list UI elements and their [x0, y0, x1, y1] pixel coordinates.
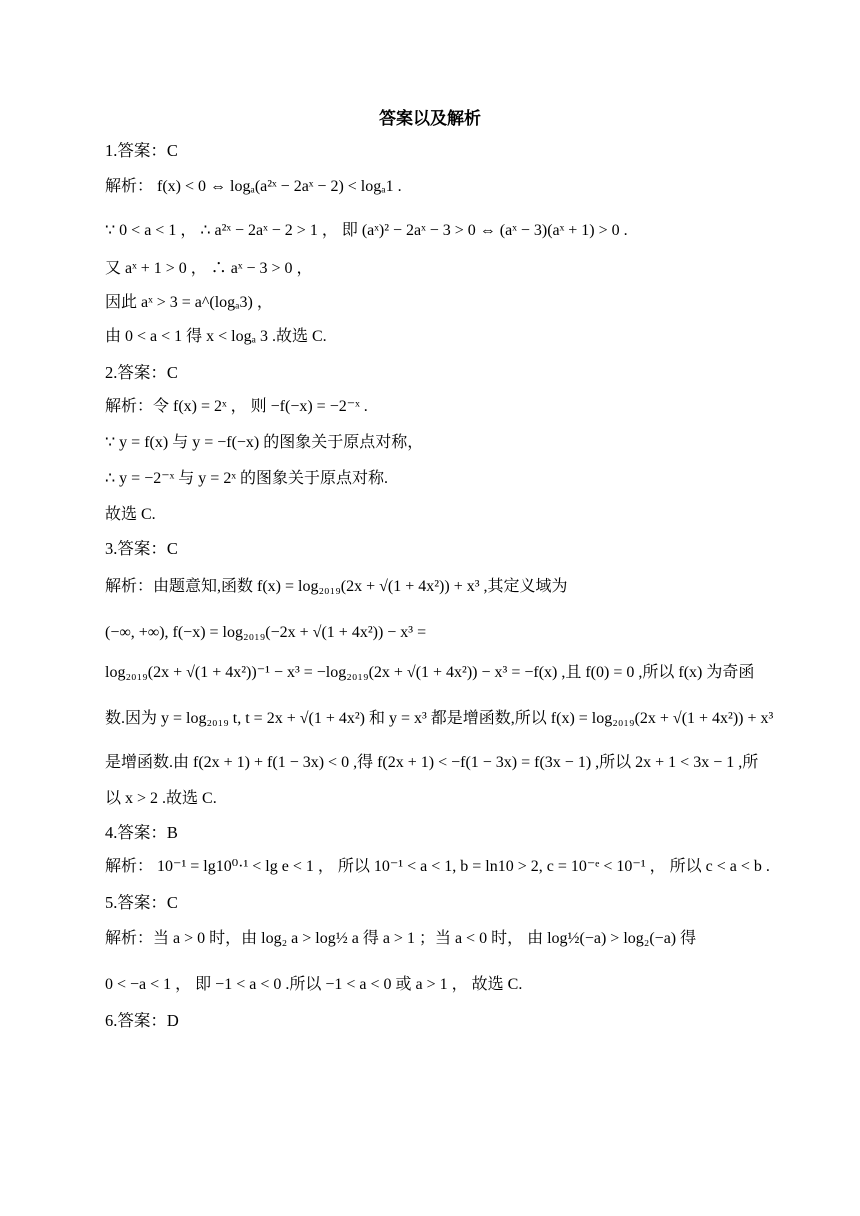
explanation-line: 又 aˣ + 1 > 0 ， ∴ aˣ − 3 > 0 ， — [105, 260, 313, 277]
explanation-line: 解析：由题意知,函数 f(x) = log₂₀₁₉(2x + √(1 + 4x²)) + x³ ,其定义域为 — [105, 578, 568, 595]
explanation-line: ∵ y = f(x) 与 y = −f(−x) 的图象关于原点对称， — [105, 434, 424, 451]
explanation-line: 解析： 10⁻¹ = lg10⁰·¹ < lg e < 1 ， 所以 10⁻¹ < a < 1, b = ln10 > 2, c = 10⁻ᵉ < 10⁻¹ ， 所以 c < a < b . — [105, 858, 770, 875]
explanation-line: 数.因为 y = log₂₀₁₉ t, t = 2x + √(1 + 4x²) 和 y = x³ 都是增函数,所以 f(x) = log₂₀₁₉(2x + √(1 + 4x²)) + x³ — [105, 710, 774, 727]
explanation-line: (−∞, +∞), f(−x) = log₂₀₁₉(−2x + √(1 + 4x²)) − x³ = — [105, 624, 427, 641]
answer-1: 1.答案：C — [105, 141, 178, 160]
explanation-line: 由 0 < a < 1 得 x < logₐ 3 .故选 C. — [105, 328, 327, 345]
answer-3: 3.答案：C — [105, 539, 178, 558]
explanation-line: 0 < −a < 1 ， 即 −1 < a < 0 .所以 −1 < a < 0 或 a > 1 ， 故选 C. — [105, 976, 523, 993]
explanation-line: 解析：当 a > 0 时，由 log₂ a > log½ a 得 a > 1 ；当 a < 0 时， 由 log½(−a) > log₂(−a) 得 — [105, 930, 697, 947]
answer-4: 4.答案：B — [105, 823, 178, 842]
explanation-line: 故选 C. — [105, 506, 156, 523]
explanation-line: 因此 aˣ > 3 = a^(logₐ3) ， — [105, 294, 273, 311]
explanation-line: 解析：令 f(x) = 2ˣ ， 则 −f(−x) = −2⁻ˣ . — [105, 398, 368, 415]
explanation-line: ∵ 0 < a < 1 ， ∴ a²ˣ − 2aˣ − 2 > 1 ， 即 (aˣ)² − 2aˣ − 3 > 0 ⇔ (aˣ − 3)(aˣ + 1) > 0 . — [105, 222, 628, 239]
explanation-line: 解析： f(x) < 0 ⇔ logₐ(a²ˣ − 2aˣ − 2) < logₐ1 . — [105, 178, 402, 195]
explanation-line: log₂₀₁₉(2x + √(1 + 4x²))⁻¹ − x³ = −log₂₀₁₉(2x + √(1 + 4x²)) − x³ = −f(x) ,且 f(0) = 0 ,所以 f(x) 为奇函 — [105, 664, 755, 681]
explanation-line: 是增函数.由 f(2x + 1) + f(1 − 3x) < 0 ,得 f(2x + 1) < −f(1 − 3x) = f(3x − 1) ,所以 2x + 1 < 3x − 1 ,所 — [105, 754, 759, 771]
answer-2: 2.答案：C — [105, 363, 178, 382]
answer-6: 6.答案：D — [105, 1011, 179, 1030]
answer-5: 5.答案：C — [105, 893, 178, 912]
explanation-line: 以 x > 2 .故选 C. — [105, 790, 217, 807]
page-title: 答案以及解析 — [379, 109, 481, 129]
explanation-line: ∴ y = −2⁻ˣ 与 y = 2ˣ 的图象关于原点对称. — [105, 470, 388, 487]
